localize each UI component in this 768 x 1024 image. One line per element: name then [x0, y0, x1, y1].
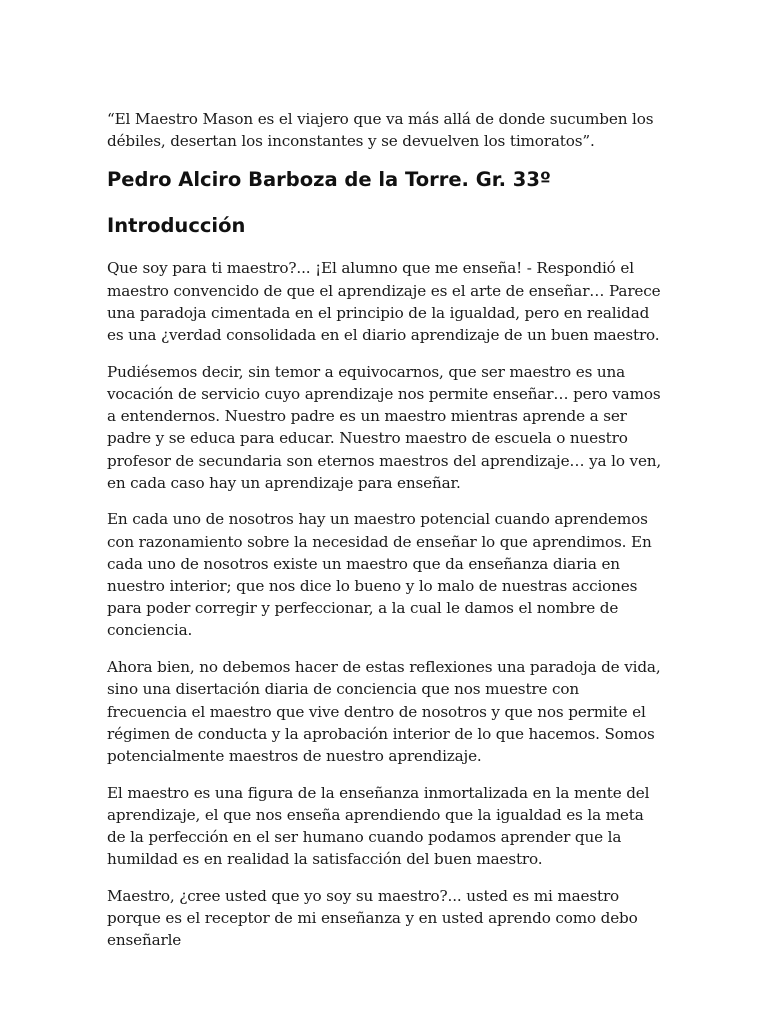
paragraph-1: Que soy para ti maestro?... ¡El alumno que me enseña! - Respondió el maestro convencido de que el aprendizaje es el arte de enseñar… Parece una paradoja cimentada en el principio de la igualdad, pero en realidad es una ¿verdad consolidada en el diario aprendizaje de un buen maestro. [107, 259, 661, 345]
paragraph-5: El maestro es una figura de la enseñanza inmortalizada en la mente del aprendizaje, el que nos enseña aprendiendo que la igualdad es la meta de la perfección en el ser humano cuando podamos aprender que la humildad es en realidad la satisfacción del buen maestro. [107, 783, 650, 869]
epigraph-quote: “El Maestro Mason es el viajero que va más allá de donde sucumben los débiles, desertan los inconstantes y se devuelven los timoratos”. [107, 110, 654, 151]
paragraph-4: Ahora bien, no debemos hacer de estas reflexiones una paradoja de vida, sino una disertación diaria de conciencia que nos muestre con frecuencia el maestro que vive dentro de nosotros y que nos permite el régimen de conducta y la aprobación interior de lo que hacemos. Somos potencialmente maestros de nuestro aprendizaje. [107, 658, 661, 765]
section-title: Introducción [107, 214, 246, 238]
paragraph-3: En cada uno de nosotros hay un maestro potencial cuando aprendemos con razonamiento sobre la necesidad de enseñar lo que aprendimos. En cada uno de nosotros existe un maestro que da enseñanza diaria en nuestro interior; que nos dice lo bueno y lo malo de nuestras acciones para poder corregir y perfeccionar, a la cual le damos el nombre de conciencia. [107, 510, 652, 640]
author-heading: Pedro Alciro Barboza de la Torre. Gr. 33º [107, 168, 551, 192]
paragraph-2: Pudiésemos decir, sin temor a equivocarnos, que ser maestro es una vocación de servicio cuyo aprendizaje nos permite enseñar… pero vamos a entendernos. Nuestro padre es un maestro mientras aprende a ser padre y se educa para educar. Nuestro maestro de escuela o nuestro profesor de secundaria son eternos maestros del aprendizaje… ya lo ven, en cada caso hay un aprendizaje para enseñar. [107, 362, 662, 492]
document-page [107, 108, 663, 966]
paragraph-6: Maestro, ¿cree usted que yo soy su maestro?... usted es mi maestro porque es el receptor de mi enseñanza y en usted aprendo como debo enseñarle [107, 886, 638, 950]
